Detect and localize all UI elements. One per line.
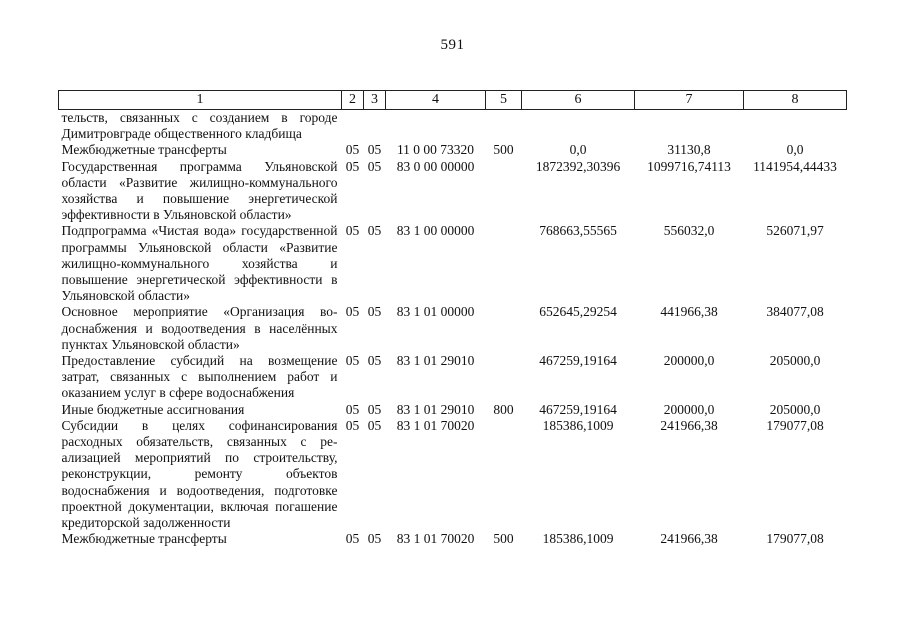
section-code xyxy=(342,110,364,143)
subsection-code: 05 xyxy=(367,531,382,547)
amount-col-8 xyxy=(744,110,847,143)
table-header xyxy=(59,91,847,110)
amount-col-6 xyxy=(522,110,635,143)
expense-type-code: 500 xyxy=(493,142,514,158)
expense-type-code: 800 xyxy=(493,401,514,417)
subsection-code: 05 xyxy=(367,304,382,320)
header-col-3: 3 xyxy=(364,91,386,110)
table-row xyxy=(59,402,847,418)
target-article-code: 83 1 01 00000 xyxy=(396,304,475,320)
target-article-code: 83 1 01 29010 xyxy=(396,353,475,369)
header-row xyxy=(59,91,847,110)
header-col-1: 1 xyxy=(59,91,342,110)
section-code: 05 xyxy=(345,223,360,239)
expense-type-code xyxy=(486,304,522,353)
target-article-code xyxy=(386,110,486,143)
item-description: Подпрограмма «Чистая вода» государственной программы Ульяновской области «Развитие жилищно-коммунального хозяйства и повышение энергетической эффективности в Ульяновской области» xyxy=(61,223,338,304)
target-article-code: 83 1 01 70020 xyxy=(396,531,475,547)
amount-col-7: 241966,38 xyxy=(660,531,718,547)
item-description: Государственная программа Ульяновской области «Развитие жилищно-коммунального хозяйства и повышение энергетической эффективности в Ульяновской области» xyxy=(61,158,338,223)
item-description: Иные бюджетные ассигнования xyxy=(61,401,245,417)
amount-col-7: 1099716,74113 xyxy=(647,158,731,174)
section-code: 05 xyxy=(345,304,360,320)
amount-col-6: 1872392,30396 xyxy=(535,158,621,174)
amount-col-8: 526071,97 xyxy=(766,223,824,239)
amount-col-7 xyxy=(635,110,744,143)
section-code: 05 xyxy=(345,401,360,417)
table-row xyxy=(59,223,847,304)
expense-type-code xyxy=(486,110,522,143)
subsection-code: 05 xyxy=(367,353,382,369)
table-row xyxy=(59,353,847,402)
amount-col-8: 1141954,44433 xyxy=(753,158,837,174)
expense-type-code xyxy=(486,418,522,531)
section-code: 05 xyxy=(345,353,360,369)
subsection-code xyxy=(364,110,386,143)
amount-col-8: 179077,08 xyxy=(766,417,824,433)
amount-col-7: 556032,0 xyxy=(663,223,715,239)
header-col-2: 2 xyxy=(342,91,364,110)
amount-col-8: 205000,0 xyxy=(769,401,821,417)
amount-col-8: 205000,0 xyxy=(769,353,821,369)
section-code: 05 xyxy=(345,142,360,158)
target-article-code: 83 1 01 29010 xyxy=(396,401,475,417)
amount-col-7: 441966,38 xyxy=(660,304,718,320)
expense-type-code xyxy=(486,353,522,402)
amount-col-8: 0,0 xyxy=(786,142,804,158)
amount-col-8: 384077,08 xyxy=(766,304,824,320)
table-row xyxy=(59,110,847,143)
amount-col-6: 467259,19164 xyxy=(539,401,617,417)
table-row xyxy=(59,159,847,224)
expense-type-code: 500 xyxy=(493,531,514,547)
subsection-code: 05 xyxy=(367,417,382,433)
amount-col-7: 200000,0 xyxy=(663,353,715,369)
header-col-5: 5 xyxy=(486,91,522,110)
header-col-7: 7 xyxy=(635,91,744,110)
amount-col-6: 652645,29254 xyxy=(539,304,617,320)
amount-col-6: 0,0 xyxy=(569,142,587,158)
target-article-code: 83 0 00 00000 xyxy=(396,158,475,174)
subsection-code: 05 xyxy=(367,142,382,158)
page-number: 591 xyxy=(440,37,465,53)
table-row xyxy=(59,304,847,353)
item-description: Субсидии в целях софинансирования расходных обязательств, связанных с реализацией мероприятий по строительству, реконструкции, ремонту объектов водоснабжения и водоотведения, подготовке проектной документации, включая погашение кредиторской задолженности xyxy=(61,417,338,531)
subsection-code: 05 xyxy=(367,158,382,174)
header-col-6: 6 xyxy=(522,91,635,110)
target-article-code: 83 1 01 70020 xyxy=(396,417,475,433)
amount-col-7: 200000,0 xyxy=(663,401,715,417)
header-col-8: 8 xyxy=(744,91,847,110)
amount-col-8: 179077,08 xyxy=(766,531,824,547)
section-code: 05 xyxy=(345,417,360,433)
table-body xyxy=(59,110,847,548)
target-article-code: 83 1 00 00000 xyxy=(396,223,475,239)
amount-col-6: 467259,19164 xyxy=(539,353,617,369)
item-description: тельств, связанных с созданием в городе Димитровграде общественного кладбища xyxy=(61,110,338,142)
amount-col-6: 768663,55565 xyxy=(539,223,617,239)
subsection-code: 05 xyxy=(367,401,382,417)
item-description: Основное мероприятие «Организация водоснабжения и водоотведения в населённых пунктах Ульяновской области» xyxy=(61,304,338,352)
budget-table xyxy=(58,90,847,547)
target-article-code: 11 0 00 73320 xyxy=(396,142,475,158)
item-description: Предоставление субсидий на возмещение затрат, связанных с выполнением работ и оказанием услуг в сфере водоснабжения xyxy=(61,353,338,401)
table-row xyxy=(59,418,847,531)
amount-col-7: 241966,38 xyxy=(660,417,718,433)
table-row xyxy=(59,531,847,547)
item-description: Межбюджетные трансферты xyxy=(61,531,227,547)
table-row xyxy=(59,142,847,158)
expense-type-code xyxy=(486,223,522,304)
section-code: 05 xyxy=(345,158,360,174)
section-code: 05 xyxy=(345,531,360,547)
item-description: Межбюджетные трансферты xyxy=(61,142,227,158)
expense-type-code xyxy=(486,159,522,224)
amount-col-6: 185386,1009 xyxy=(542,531,614,547)
subsection-code: 05 xyxy=(367,223,382,239)
amount-col-7: 31130,8 xyxy=(667,142,711,158)
header-col-4: 4 xyxy=(386,91,486,110)
amount-col-6: 185386,1009 xyxy=(542,417,614,433)
